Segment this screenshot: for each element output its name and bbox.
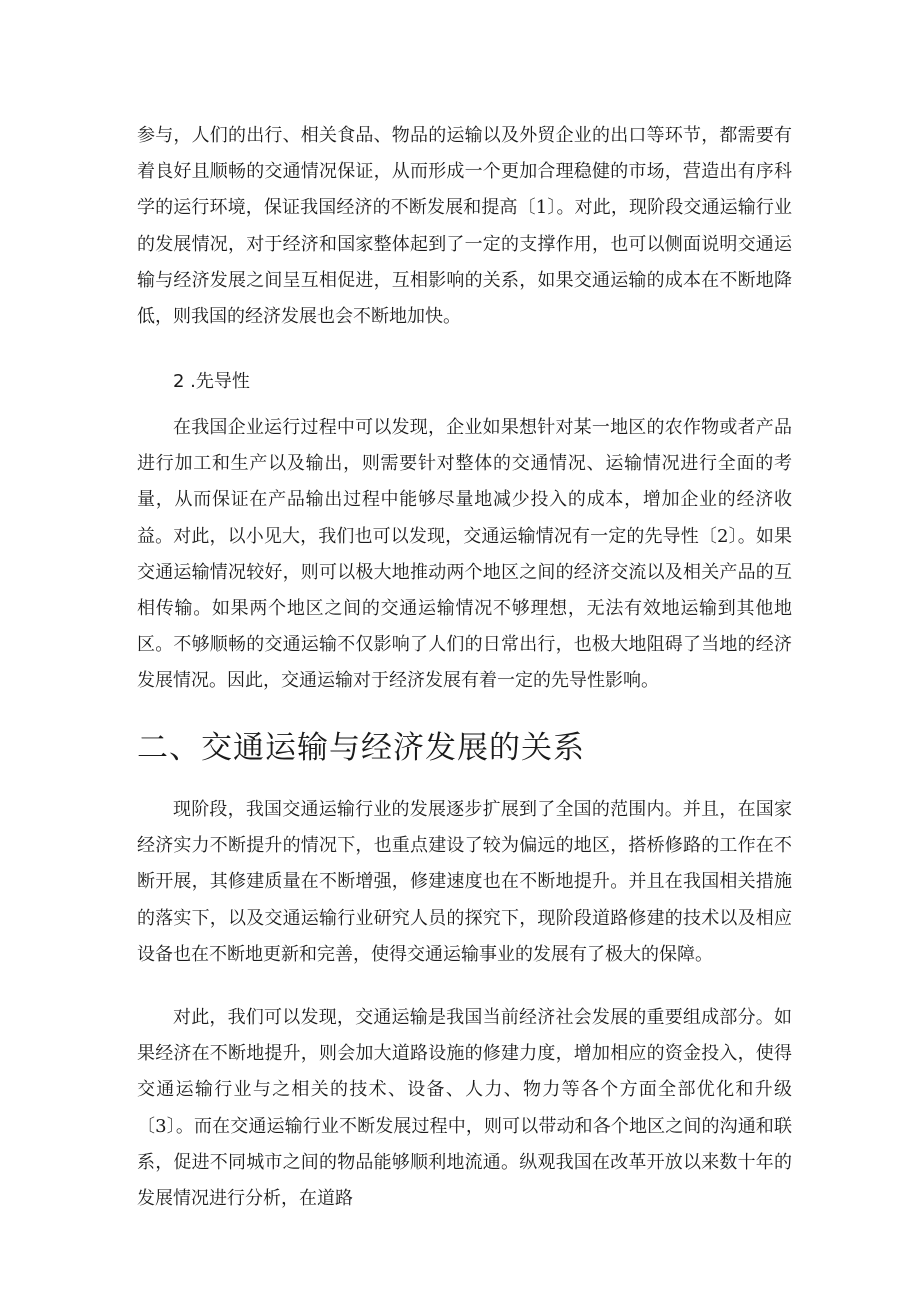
- paragraph-current-development: 现阶段，我国交通运输行业的发展逐步扩展到了全国的范围内。并且，在国家经济实力不断提升的情况下，也重点建设了较为偏远的地区，搭桥修路的工作在不断开展，其修建质量在不断增强，修建速度也在不断地提升。并且在我国相关措施的落实下，以及交通运输行业研究人员的探究下，现阶段道路修建的技术以及相应设备也在不断地更新和完善，使得交通运输事业的发展有了极大的保障。: [137, 799, 792, 965]
- paragraph-economic-support: 参与，人们的出行、相关食品、物品的运输以及外贸企业的出口等环节，都需要有着良好且顺畅的交通情况保证，从而形成一个更加合理稳健的市场，营造出有序科学的运行环境，保证我国经济的不断发展和提高〔1〕。对此，现阶段交通运输行业的发展情况，对于经济和国家整体起到了一定的支撑作用，也可以侧面说明交通运输与经济发展之间呈互相促进，互相影响的关系，如果交通运输的成本在不断地降低，则我国的经济发展也会不断地加快。: [137, 125, 792, 328]
- paragraph-leading-role: 在我国企业运行过程中可以发现，企业如果想针对某一地区的农作物或者产品进行加工和生产以及输出，则需要针对整体的交通情况、运输情况进行全面的考量，从而保证在产品输出过程中能够尽量地减少投入的成本，增加企业的经济收益。对此，以小见大，我们也可以发现，交通运输情况有一定的先导性〔2〕。如果交通运输情况较好，则可以极大地推动两个地区之间的经济交流以及相关产品的互相传输。如果两个地区之间的交通运输情况不够理想，无法有效地运输到其他地区。不够顺畅的交通运输不仅影响了人们的日常出行，也极大地阻碍了当地的经济发展情况。因此，交通运输对于经济发展有着一定的先导性影响。: [137, 417, 792, 692]
- subheading-leading-role: 2 .先导性: [173, 371, 250, 392]
- paragraph-important-component: 对此，我们可以发现，交通运输是我国当前经济社会发展的重要组成部分。如果经济在不断地提升，则会加大道路设施的修建力度，增加相应的资金投入，使得交通运输行业与之相关的技术、设备、人力、物力等各个方面全部优化和升级〔3〕。而在交通运输行业不断发展过程中，则可以带动和各个地区之间的沟通和联系，促进不同城市之间的物品能够顺利地流通。纵观我国在改革开放以来数十年的发展情况进行分析，在道路: [137, 1007, 792, 1210]
- section-heading-relationship: 二、交通运输与经济发展的关系: [137, 730, 585, 766]
